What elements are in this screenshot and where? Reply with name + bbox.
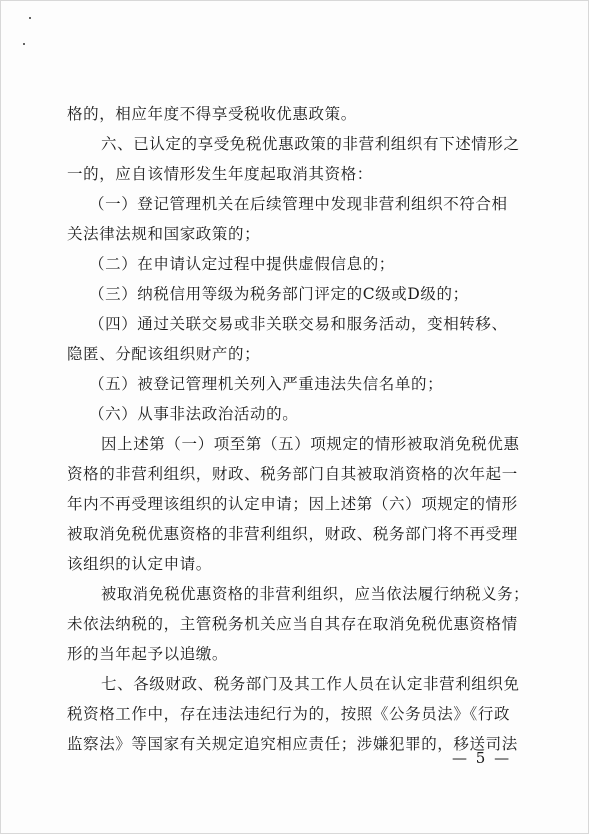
text-line: （六）从事非法政治活动的。: [89, 405, 299, 423]
text-line: （五）被登记管理机关列入严重违法失信名单的；: [89, 375, 444, 393]
text-line: 隐匿、分配该组织财产的；: [67, 345, 261, 363]
text-line: 被取消免税优惠资格的非营利组织，应当依法履行纳税义务；: [101, 585, 529, 603]
text-line: 税资格工作中，存在违法违纪行为的，按照《公务员法》《行政: [67, 705, 511, 723]
text-line: 形的当年起予以追缴。: [67, 645, 229, 663]
text-line: 被取消免税优惠资格的非营利组织，财政、税务部门将不再受理: [67, 525, 518, 543]
text-line: 因上述第（一）项至第（五）项规定的情形被取消免税优惠: [101, 435, 520, 453]
scan-speck: [29, 17, 31, 19]
text-line: 未依法纳税的，主管税务机关应当自其存在取消免税优惠资格情: [67, 615, 518, 633]
text-line: 格的，相应年度不得享受税收优惠政策。: [67, 105, 357, 123]
text-line: 年内不再受理该组织的认定申请；因上述第（六）项规定的情形: [67, 495, 518, 513]
text-line: （四）通过关联交易或非关联交易和服务活动，变相转移、: [89, 315, 508, 333]
text-line: 该组织的认定申请。: [67, 555, 212, 573]
scan-speck: [23, 43, 25, 45]
text-line: 一的，应自该情形发生年度起取消其资格：: [67, 165, 373, 183]
text-line: （一）登记管理机关在后续管理中发现非营利组织不符合相: [89, 195, 508, 213]
text-line: （二）在申请认定过程中提供虚假信息的；: [89, 255, 395, 273]
text-line: 关法律法规和国家政策的；: [67, 225, 261, 243]
text-line: 六、已认定的享受免税优惠政策的非营利组织有下述情形之: [101, 135, 520, 153]
text-line: 七、各级财政、税务部门及其工作人员在认定非营利组织免: [101, 675, 520, 693]
page-number: — 5 —: [452, 749, 512, 767]
text-line: 监察法》等国家有关规定追究相应责任；涉嫌犯罪的，移送司法: [67, 735, 518, 753]
text-line: 资格的非营利组织，财政、税务部门自其被取消资格的次年起一: [67, 465, 518, 483]
text-line: （三）纳税信用等级为税务部门评定的C级或D级的；: [89, 285, 469, 303]
